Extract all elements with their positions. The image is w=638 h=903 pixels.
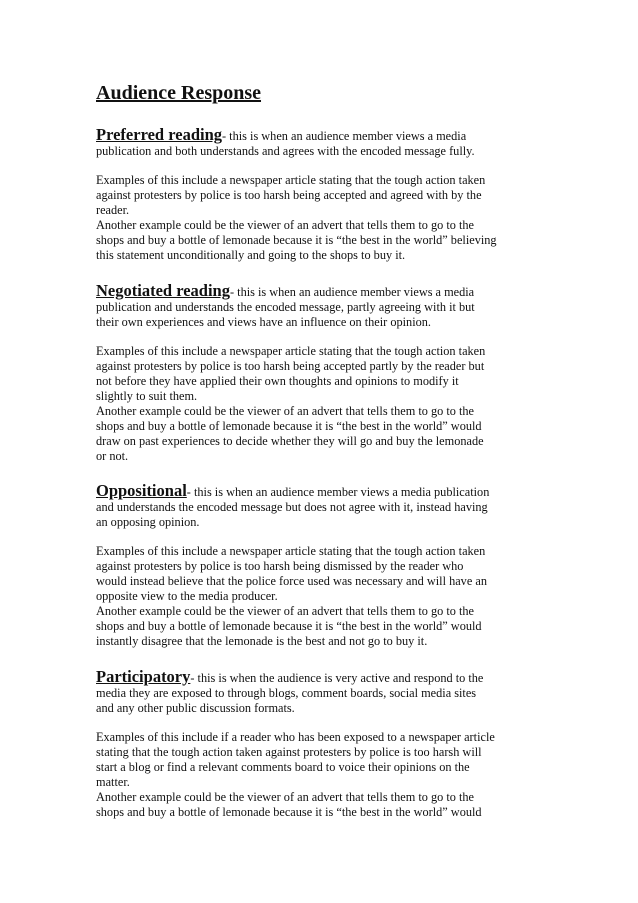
section-heading-line [96, 126, 556, 144]
section-participatory [96, 668, 556, 820]
example-line: Examples of this include a newspaper article stating that the tough action taken [96, 344, 486, 358]
example-line: draw on past experiences to decide whether they will go and buy the lemonade [96, 434, 484, 448]
section-heading-line [96, 668, 556, 686]
section-definition-start: - this is when an audience member views a media publication [186, 485, 490, 499]
section-term: Negotiated reading [96, 281, 230, 300]
example-line: against protesters by police is too harsh being dismissed by the reader who [96, 559, 464, 573]
examples-paragraph [96, 173, 556, 263]
example-line: this statement unconditionally and going to the shops to buy it. [96, 248, 406, 262]
example-line: not before they have applied their own thoughts and opinions to modify it [96, 374, 459, 388]
definition-line: publication and understands the encoded message, partly agreeing with it but [96, 300, 475, 314]
example-line: or not. [96, 449, 129, 463]
example-line: Another example could be the viewer of an advert that tells them to go to the [96, 218, 475, 232]
example-line: matter. [96, 775, 130, 789]
section-heading-line [96, 282, 556, 300]
section-negotiated-reading [96, 282, 556, 464]
example-line: against protesters by police is too harsh being accepted and agreed with by the [96, 188, 482, 202]
section-definition-start: - this is when the audience is very active and respond to the [190, 671, 484, 685]
definition-line: and understands the encoded message but does not agree with it, instead having [96, 500, 488, 514]
section-preferred-reading [96, 126, 556, 263]
definition-line: media they are exposed to through blogs, comment boards, social media sites [96, 686, 477, 700]
example-line: against protesters by police is too harsh being accepted partly by the reader but [96, 359, 485, 373]
example-line: Examples of this include if a reader who has been exposed to a newspaper article [96, 730, 495, 744]
section-definition-start: - this is when an audience member views a media [229, 285, 475, 299]
examples-paragraph [96, 344, 556, 464]
definition-line: their own experiences and views have an influence on their opinion. [96, 315, 431, 329]
section-term: Preferred reading [96, 125, 223, 144]
example-line: slightly to suit them. [96, 389, 198, 403]
section-oppositional [96, 482, 556, 649]
section-term: Participatory [96, 667, 191, 686]
example-line: Examples of this include a newspaper article stating that the tough action taken [96, 544, 486, 558]
section-definition-start: - this is when an audience member views a media [222, 129, 467, 143]
example-line: start a blog or find a relevant comments board to voice their opinions on the [96, 760, 470, 774]
example-line: opposite view to the media producer. [96, 589, 278, 603]
examples-paragraph [96, 730, 556, 820]
definition-line: and any other public discussion formats. [96, 701, 295, 715]
example-line: shops and buy a bottle of lemonade because it is “the best in the world” would [96, 419, 482, 433]
section-heading-line [96, 482, 556, 500]
example-line: Another example could be the viewer of an advert that tells them to go to the [96, 790, 475, 804]
definition-line: publication and both understands and agrees with the encoded message fully. [96, 144, 475, 158]
example-line: instantly disagree that the lemonade is the best and not go to buy it. [96, 634, 428, 648]
example-line: Another example could be the viewer of an advert that tells them to go to the [96, 404, 475, 418]
example-line: reader. [96, 203, 130, 217]
example-line: shops and buy a bottle of lemonade because it is “the best in the world” would [96, 805, 482, 819]
section-term: Oppositional [96, 481, 187, 500]
example-line: shops and buy a bottle of lemonade because it is “the best in the world” would [96, 619, 482, 633]
page-title: Audience Response [96, 82, 262, 104]
example-line: would instead believe that the police force used was necessary and will have an [96, 574, 487, 588]
definition-line: an opposing opinion. [96, 515, 200, 529]
example-line: Another example could be the viewer of an advert that tells them to go to the [96, 604, 475, 618]
example-line: stating that the tough action taken against protesters by police is too harsh will [96, 745, 482, 759]
example-line: shops and buy a bottle of lemonade because it is “the best in the world” believing [96, 233, 497, 247]
example-line: Examples of this include a newspaper article stating that the tough action taken [96, 173, 486, 187]
examples-paragraph [96, 544, 556, 649]
